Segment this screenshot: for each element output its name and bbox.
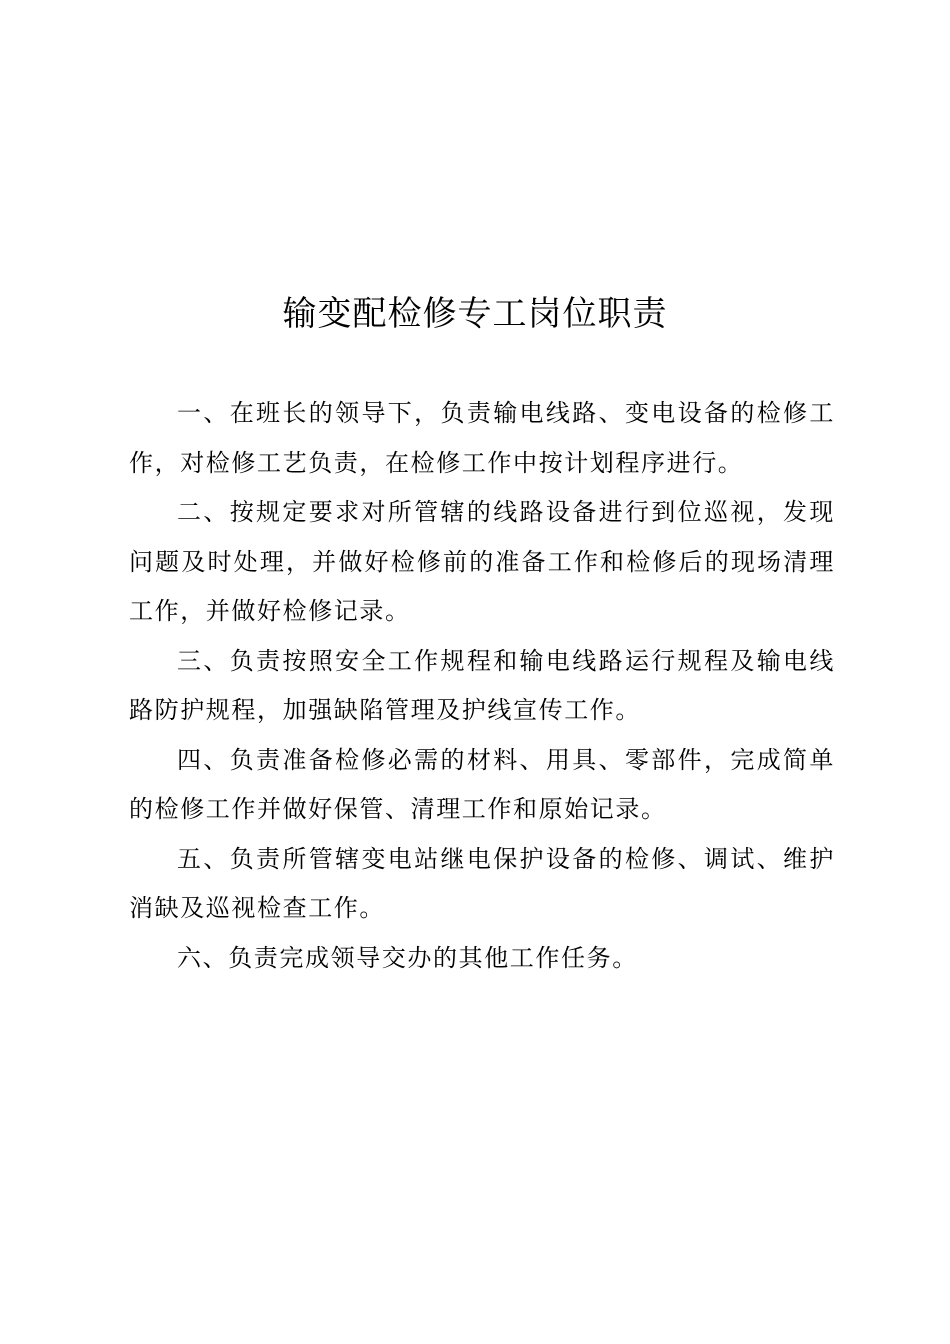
duty-paragraph-4: 四、负责准备检修必需的材料、用具、零部件，完成简单的检修工作并做好保管、清理工作和原始记录。 — [129, 745, 835, 823]
duty-paragraph-1: 一、在班长的领导下，负责输电线路、变电设备的检修工作，对检修工艺负责，在检修工作中按计划程序进行。 — [129, 399, 835, 477]
duty-paragraph-3: 三、负责按照安全工作规程和输电线路运行规程及输电线路防护规程，加强缺陷管理及护线宣传工作。 — [129, 646, 835, 724]
document-body — [129, 389, 835, 983]
duty-paragraph-6: 六、负责完成领导交办的其他工作任务。 — [177, 943, 638, 972]
document-title: 输变配检修专工岗位职责 — [282, 294, 668, 334]
duty-paragraph-2: 二、按规定要求对所管辖的线路设备进行到位巡视，发现问题及时处理，并做好检修前的准备工作和检修后的现场清理工作，并做好检修记录。 — [129, 498, 835, 625]
duty-paragraph-5: 五、负责所管辖变电站继电保护设备的检修、调试、维护消缺及巡视检查工作。 — [129, 844, 835, 922]
